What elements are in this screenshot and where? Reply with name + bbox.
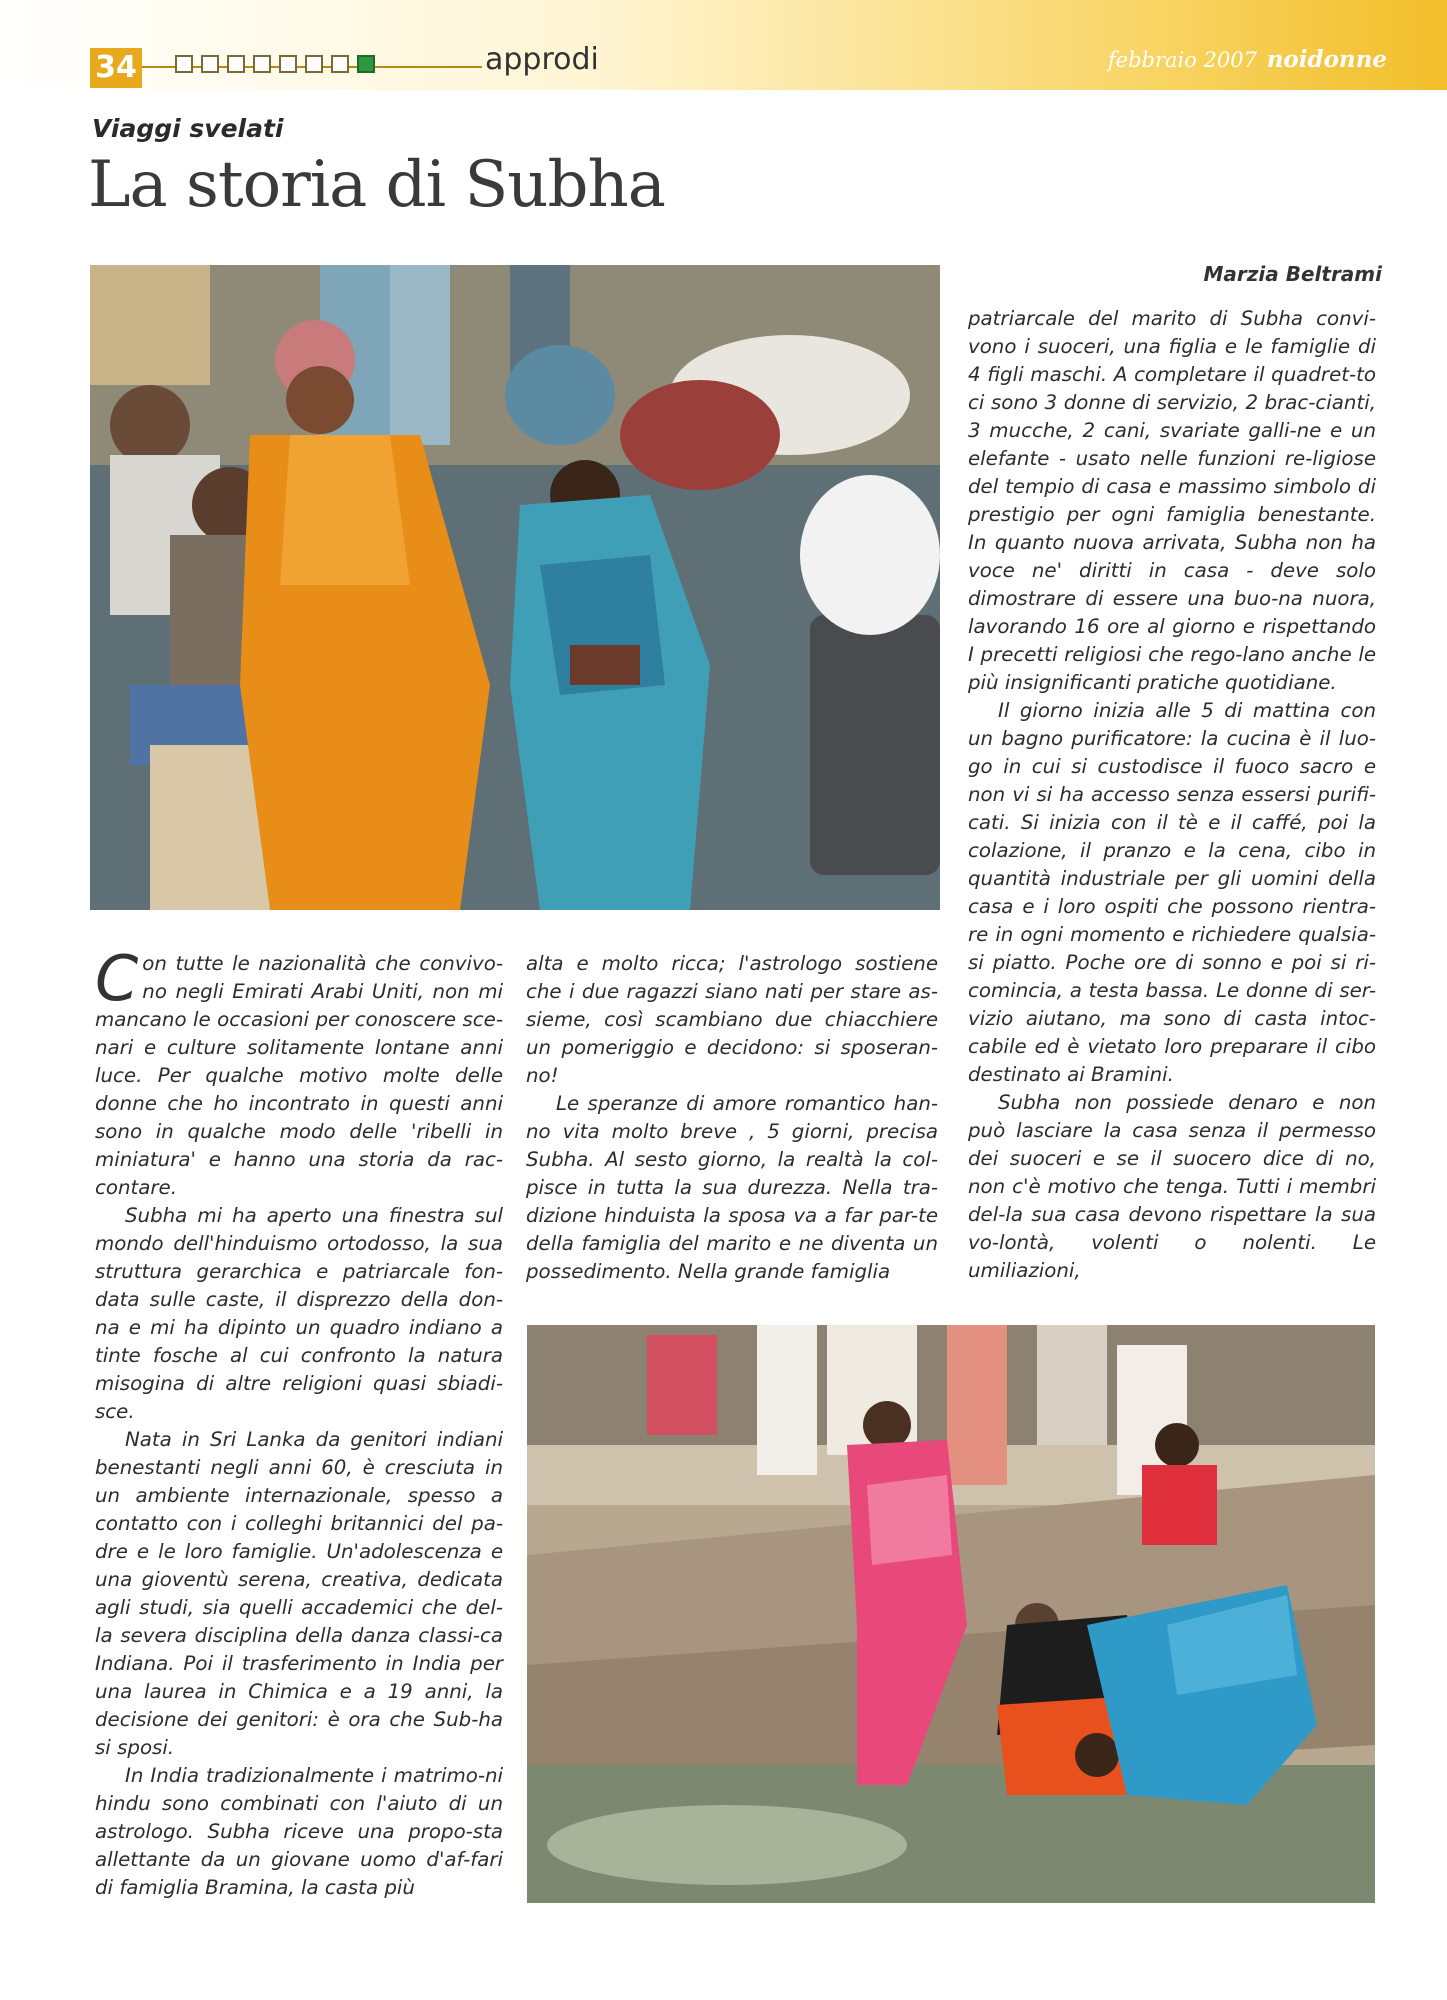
page-number: 34: [90, 48, 142, 88]
paragraph: Le speranze di amore romantico han-no vita molto breve , 5 giorni, precisa Subha. Al sesto giorno, la realtà la col-pisce in tutta la sua durezza. Nella tra-dizione hinduista la sposa va a far par-te della famiglia del marito e ne diventa un possedimento. Nella grande famiglia: [526, 1092, 938, 1283]
paragraph: Subha mi ha aperto una finestra sul mondo dell'hinduismo ortodosso, la sua struttura gerarchica e patriarcale fon-data sulle caste, il disprezzo della don-na e mi ha dipinto un quadro indiano a tinte fosche al cui confronto la natura misogina di altre religioni quasi sbiadi-sce.: [95, 1204, 503, 1423]
text-column-1: [95, 942, 503, 1902]
paragraph: Il giorno inizia alle 5 di mattina con un bagno purificatore: la cucina è il luo-go in cui si custodisce il fuoco sacro e non vi si ha accesso senza essersi purifi-cati. Si inizia con il tè e il caffé, poi la colazione, il pranzo e la cena, cibo in quantità industriale per gli uomini della casa e i loro ospiti che possono rientra-re in ogni momento e richiedere qualsia-si piatto. Poche ore di sonno e poi si ri-comincia, a testa bassa. Le donne di ser-vizio aiutano, ma sono di casta intoc-cabile ed è vietato loro preparare il cibo destinato ai Bramini.: [968, 699, 1376, 1086]
paragraph: Nata in Sri Lanka da genitori indiani benestanti negli anni 60, è cresciuta in un ambiente internazionale, spesso a contatto con i colleghi britannici del pa-dre e le loro famiglie. Un'adolescenza e una gioventù serena, creativa, dedicata agli studi, sia quelli accademici che del-la severa disciplina della danza classi-ca Indiana. Poi il trasferimento in India per una laurea in Chimica e a 19 anni, la decisione dei genitori: è ora che Sub-ha si sposi.: [95, 1428, 503, 1759]
deco-square: [175, 55, 193, 73]
deco-square: [227, 55, 245, 73]
magazine-name: noidonne: [1266, 46, 1387, 73]
deco-square-active: [357, 55, 375, 73]
header-decoration: [175, 55, 375, 73]
deco-square: [253, 55, 271, 73]
deco-square: [331, 55, 349, 73]
article-kicker: Viaggi svelati: [92, 114, 284, 143]
issue-date: febbraio 2007: [1107, 48, 1257, 72]
paragraph: patriarcale del marito di Subha convi-vono i suoceri, una figlia e le famiglie di 4 figli maschi. A completare il quadret-to ci sono 3 donne di servizio, 2 brac-cianti, 3 mucche, 2 cani, svariate galli-ne e un elefante - usato nelle funzioni re-ligiose del tempio di casa e massimo simbolo di prestigio per ogni famiglia benestante. In quanto nuova arrivata, Subha non ha voce ne' diritti in casa - deve solo dimostrare di essere una buo-na nuora, lavorando 16 ore al giorno e rispettando I precetti religiosi che rego-lano anche le più insignificanti pratiche quotidiane.: [968, 307, 1376, 694]
drop-cap: C: [95, 942, 139, 1015]
text-column-3: [968, 305, 1376, 1285]
article-author: Marzia Beltrami: [1203, 262, 1382, 286]
photo-station-scene: [90, 265, 940, 910]
photo-ghat-scene: [527, 1325, 1375, 1903]
text-column-2: [526, 950, 938, 1286]
paragraph: [95, 942, 503, 1202]
article-title: La storia di Subha: [88, 148, 665, 222]
header-band: [0, 0, 1447, 90]
paragraph: alta e molto ricca; l'astrologo sostiene che i due ragazzi siano nati per stare as-sieme, così scambiano due chiacchiere un pomeriggio e decidono: si sposeran-no!: [526, 952, 938, 1087]
deco-square: [279, 55, 297, 73]
deco-square: [305, 55, 323, 73]
paragraph: In India tradizionalmente i matrimo-ni hindu sono combinati con l'aiuto di un astrologo. Subha riceve una propo-sta allettante da un giovane uomo d'af-fari di famiglia Bramina, la casta più: [95, 1764, 503, 1899]
deco-square: [201, 55, 219, 73]
paragraph-text: on tutte le nazionalità che convivo-no negli Emirati Arabi Uniti, non mi mancano le occasioni per conoscere sce-nari e culture solitamente lontane anni luce. Per qualche motivo molte delle donne che ho incontrato in questi anni sono in qualche modo delle 'ribelli in miniatura' e hanno una storia da rac-contare.: [95, 952, 503, 1199]
paragraph: Subha non possiede denaro e non può lasciare la casa senza il permesso dei suoceri e se il suocero dice di no, non c'è motivo che tenga. Tutti i membri del-la sua casa devono rispettare la sua vo-lontà, volenti o nolenti. Le umiliazioni,: [968, 1091, 1376, 1282]
section-label: approdi: [485, 42, 599, 77]
